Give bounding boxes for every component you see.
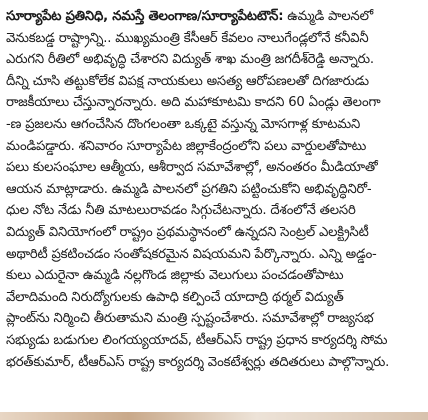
article-line-5: రాజకీయాలు చేస్తున్నారన్నారు. అది మహాకూటమి కాదని 60 ఏండ్లు తెలంగా bbox=[6, 95, 381, 111]
article-line-3: ఎరుగని రీతిలో అభివృద్ధి చేశారని విద్యుత్ శాఖ మంత్రి జగదీశ్‌రెడ్డి అన్నారు. bbox=[6, 52, 374, 68]
article-line-14: వేలాదిమంది నిరుద్యోగులకు ఉపాధి కల్పించే యాదాద్రి థర్మల్ విద్యుత్ bbox=[6, 289, 344, 305]
article-line-13: కులు ఎదురైనా ఉమ్మడి నల్లగొండ జిల్లాకు వెలుగులు పంచడంతోపాటు bbox=[6, 268, 344, 284]
article-line-8: పలు కులసంఘాల ఆత్మీయ, ఆశీర్వాద సమావేశాల్లో, అనంతరం మీడియాతో bbox=[6, 160, 378, 176]
article-line-2: వెనుకబడ్డ రాష్ట్రాన్ని.. ముఖ్యమంత్రి కేసీఆర్ కేవలం నాలుగేండ్లలోనే కనీవినీ bbox=[6, 30, 369, 46]
article-dateline: సూర్యాపేట ప్రతినిధి, నమస్తే తెలంగాణ/సూర్యాపేటటౌన్: bbox=[6, 9, 284, 24]
article-line-4: దీన్ని చూసి తట్టుకోలేక విపక్ష నాయకులు అసత్య ఆరోపణలతో దిగజారుడు bbox=[6, 73, 369, 89]
article-line-1 bbox=[6, 6, 422, 28]
article-line-15: ప్లాంట్‌ను నిర్మించి తీరుతామని మంత్రి స్పష్టంచేశారు. సమావేశాల్లో రాజ్యసభ bbox=[6, 311, 374, 327]
article-line-1-text: ఉమ్మడి పాలనలో bbox=[283, 9, 373, 24]
article-line-6: -ణ ప్రజలను ఆగంచేసిన దొంగలంతా ఒక్కటై వస్తున్న మోసగాళ్ల కూటమని bbox=[6, 116, 361, 132]
article-line-10: ధుల నోట నేడు నీతి మాటలురావడం సిగ్గుచేటన్నారు. దేశంలోనే తలసరి bbox=[6, 203, 356, 219]
article-line-11: విద్యుత్ వినియోగంలో రాష్ట్రం ప్రథమస్థానంలో ఉన్నదని సెంట్రల్ ఎలక్ట్రిసిటీ bbox=[6, 224, 369, 240]
article-line-16: సభ్యుడు బడుగుల లింగయ్యయాదవ్, టీఆర్‌ఎస్ రాష్ట్ర ప్రధాన కార్యదర్శి సోమ bbox=[6, 332, 388, 348]
bottom-photo-strip bbox=[0, 412, 428, 420]
article-line-17: భరత్‌కుమార్, టీఆర్‌ఎస్ రాష్ట్ర కార్యదర్శి వెంకటేశ్వర్లు తదితరులు పాల్గొన్నారు. bbox=[6, 354, 390, 370]
article-line-7: మండిపడ్డారు. శనివారం సూర్యాపేట జిల్లాకేంద్రంలోని పలు వార్డులతోపాటు bbox=[6, 138, 367, 154]
article-line-9: ఆయన మాట్లాడారు. ఉమ్మడి పాలనలో ప్రగతిని పట్టించుకోని అభివృద్ధినిరో- bbox=[6, 181, 372, 197]
article-line-12: అథారిటీ ప్రకటించడం సంతోషకరమైన విషయమని పేర్కొన్నారు. ఎన్ని అడ్డం- bbox=[6, 246, 377, 262]
